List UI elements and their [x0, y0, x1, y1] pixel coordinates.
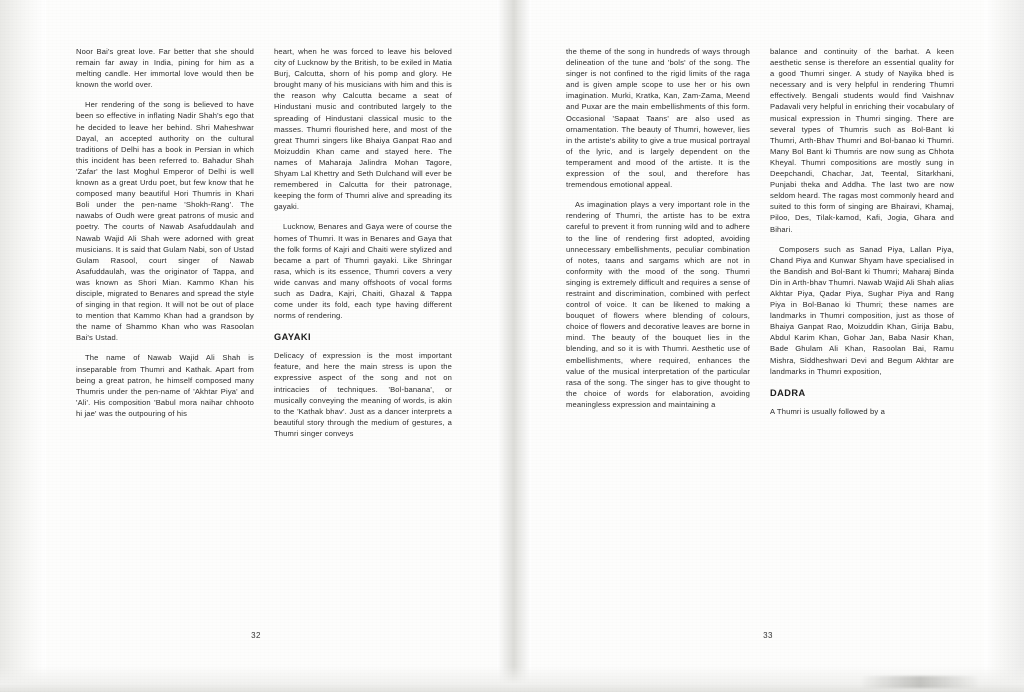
body-paragraph: Her rendering of the song is believed to have been so effective in inflating Nadir Shah's ego that he decided to leave her behind. Shri Maheshwar Dayal, an accepted authority on the cultural traditions of Delhi has a book in Persian in which this incident has been referred to. Bahadur Shah 'Zafar' the last Moghul Emperor of Delhi is well known as a great Urdu poet, but few know that he composed many beautiful Hori Thumris in Khari Boli under the pen-name 'Shokh-Rang'. The nawabs of Oudh were great patrons of music and poetry. The courts of Nawab Asafuddaulah and Nawab Wajid Ali Shah were adorned with great musicians. It is said that Gulam Nabi, son of Ustad Gulam Rasool, court singer of Nawab Asafuddaulah, was the originator of Tappa, and was known as Shori Mian. Kammo Khan his disciple, migrated to Benares and spread the style of singing in that region. It will not be out of place to mention that Kammo Khan had a grandson by the name of Shammo Khan who was Rasoolan Bai's Ustad.: [76, 100, 254, 343]
page-right: [512, 0, 1024, 692]
left-page-columns: [76, 46, 472, 448]
right-page-columns: [566, 46, 962, 426]
book-gutter-shadow: [497, 0, 531, 692]
left-column-1: [76, 46, 254, 448]
page-number-left: 32: [251, 631, 261, 640]
right-column-2: [770, 46, 954, 426]
body-paragraph: Lucknow, Benares and Gaya were of course the homes of Thumri. It was in Benares and Gaya that the folk forms of Kajri and Chaiti were stylized and became a part of Thumri gayaki. Like Shringar rasa, which is its essence, Thumri covers a very wide canvas and many offshoots of vocal forms such as Dadra, Kajri, Chaiti, Ghazal & Tappa come under its fold, each type having different norms of rendering.: [274, 222, 452, 321]
body-paragraph: Noor Bai's great love. Far better that she should remain far away in India, pining for him as a melting candle. Her immortal love would then be known the world over.: [76, 47, 254, 90]
body-paragraph: the theme of the song in hundreds of ways through delineation of the tune and 'bols' of the song. The singer is not confined to the rigid limits of the raga and is given ample scope to use her or his own imagination. Murki, Kratka, Kan, Zam-Zama, Meend and Puxar are the main embellishments of this form. Occasional 'Sapaat Taans' are also used as ornamentation. The beauty of Thumri, however, lies in the artiste's ability to give a true musical portrayal of the lyric, and is largely dependent on the temperament and mood of the artiste. It is the expression of the soul, and therefore has tremendous emotional appeal.: [566, 47, 750, 190]
body-paragraph: heart, when he was forced to leave his beloved city of Lucknow by the British, to be exiled in Matia Burj, Calcutta, shorn of his pomp and glory. He brought many of his musicians with him and this is the reason why Calcutta became a seat of Hindustani music and contributed largely to the spreading of Hindustani classical music to the masses. Thumri flourished here, and most of the great Thumri singers like Bhaiya Ganpat Rao and Moizuddin Khan came and stayed here. The names of Maharaja Jalindra Mohan Tagore, Shyam Lal Khettry and Seth Dulchand will ever be remembered in Calcutta for their patronage, keeping the form of Thumri alive and spreading its gayaki.: [274, 47, 452, 212]
body-paragraph: Delicacy of expression is the most important feature, and here the main stress is upon the expressive aspect of the song and not on intricacies of techniques. 'Bol-banana', or musically conveying the meaning of words, is akin to the 'Kathak bhav'. Just as a dancer interprets a beautiful story through the medium of gestures, a Thumri singer conveys: [274, 351, 452, 438]
section-heading-dadra: DADRA: [770, 387, 806, 398]
body-paragraph: Composers such as Sanad Piya, Lallan Piya, Chand Piya and Kunwar Shyam have specialised in the Bandish and Bol-Bant ki Thumri; Maharaj Binda Din in Arth-bhav Thumri. Nawab Wajid Ali Shah alias Akhtar Piya, Qadar Piya, Sughar Piya and Rang Piya in Bol-Banao ki Thumri; these names are landmarks in Thumri composition, just as those of Bhaiya Ganpat Rao, Moizuddin Khan, Girija Babu, Abdul Karim Khan, Gohar Jan, Baba Nasir Khan, Bade Ghulam Ali Khan, Rasoolan Bai, Ramu Mishra, Siddheshwari Devi and Begum Akhtar are landmarks in Thumri exposition,: [770, 244, 954, 376]
section-heading-gayaki: GAYAKI: [274, 332, 312, 343]
scan-smudge: [860, 676, 980, 688]
body-paragraph: balance and continuity of the barhat. A keen aesthetic sense is therefore an essential quality for a good Thumri singer. A study of Nayika bhed is necessary and is very helpful in rendering Thumri effectively. Bengali students would find Vaishnav Padavali very helpful in enriching their vocabulary of musical expression in Thumri singing. There are several types of Thumris such as Bol-Bant ki Thumri, Arth-Bhav Thumri and Bol-banao ki Thumri. Many Bol Bant ki Thumris are now sung as Chhota Kheyal. Thumri compositions are mostly sung in Deepchandi, Chachar, Jat, Teental, Sitarkhani, Punjabi theka and Addha. The last two are now seldom heard. The ragas most commonly heard and suited to this form of singing are Bhairavi, Khamaj, Piloo, Des, Tilak-kamod, Kafi, Jogia, Ghara and Bihari.: [770, 47, 954, 234]
body-paragraph: A Thumri is usually followed by a: [770, 406, 885, 416]
right-column-1: [566, 46, 750, 426]
body-paragraph: As imagination plays a very important role in the rendering of Thumri, the artiste has to be extra careful to prevent it from running wild and to adhere to the line of rendering first adopted, avoiding unnecessary embellishments, peculiar combination of notes, taans and sargams which are not in conformity with the mood of the song. Thumri singing is extremely difficult and requires a sense of restraint and discrimination, combined with perfect control of voice. It can be likened to making a bouquet of flowers where blending of colours, choice of flowers and decorative leaves are borne in mind. The beauty of the bouquet lies in the blending, and so it is with Thumri. Aesthetic use of embellishments, where required, enhances the value of the musical interpretation of the particular rasa of the song. The singer has to give thought to the choice of words for elaboration, avoiding meaningless expression and maintaining a: [566, 200, 750, 409]
body-paragraph: The name of Nawab Wajid Ali Shah is inseparable from Thumri and Kathak. Apart from being a great patron, he himself composed many Thumris under the pen-name of 'Akhtar Piya' and 'Ali'. His composition 'Babul mora naihar chhooto hi jae' was the outpouring of his: [76, 353, 254, 418]
left-column-2: [274, 46, 452, 448]
page-number-right: 33: [763, 631, 773, 640]
